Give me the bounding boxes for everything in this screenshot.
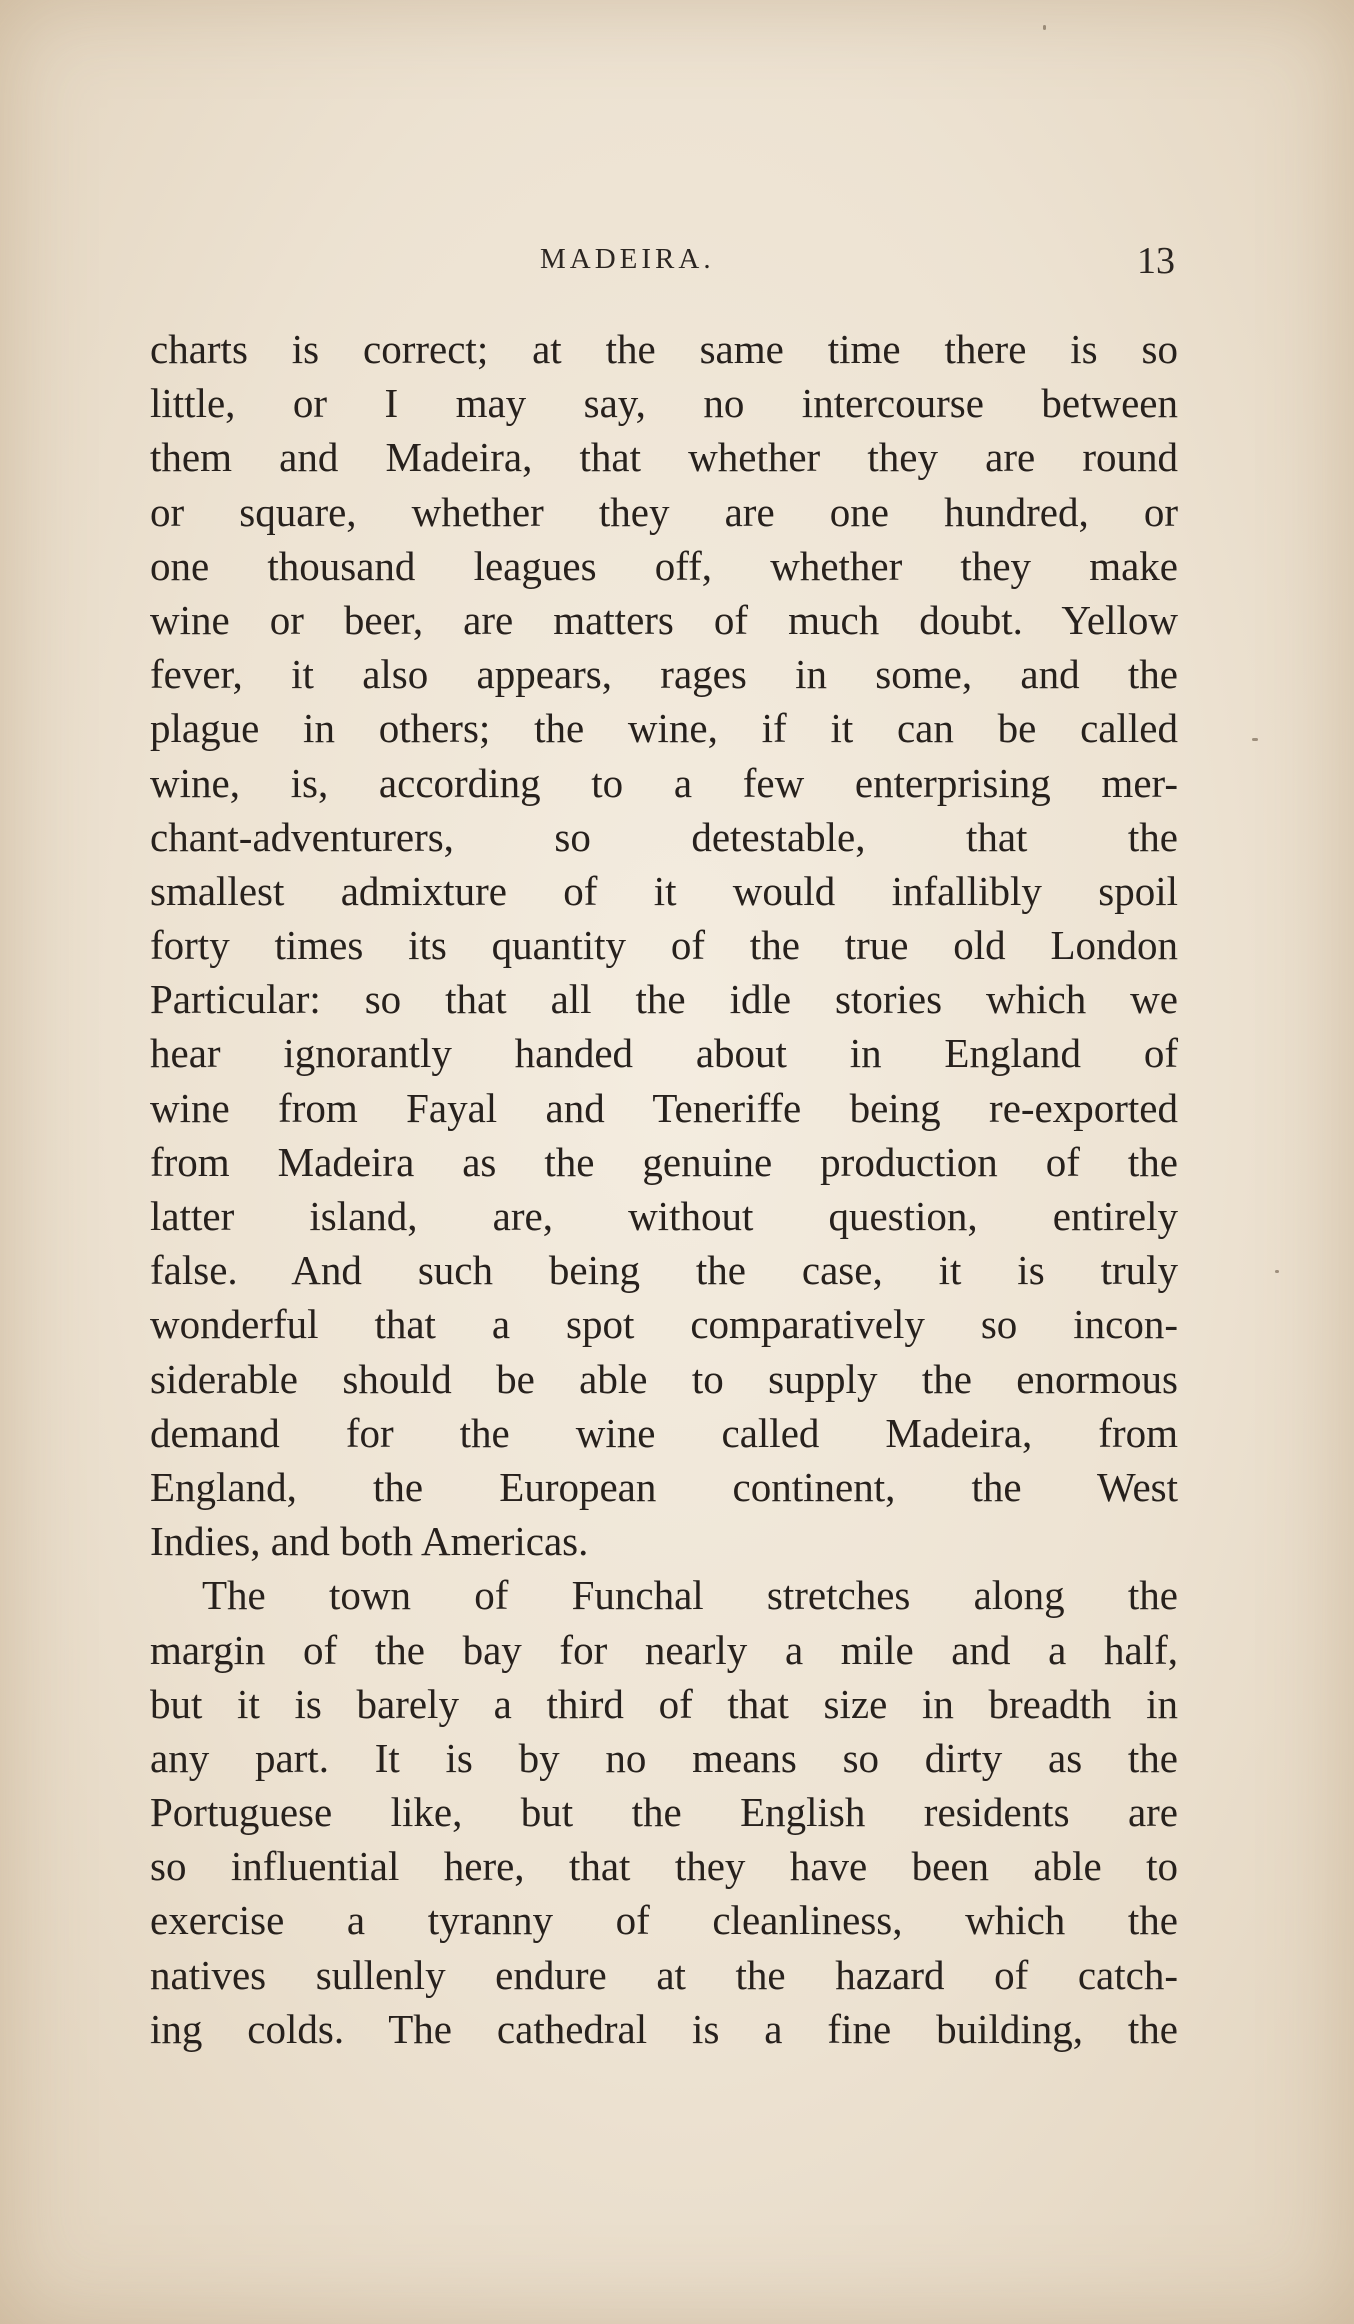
text-line: from Madeira as the genuine production of the: [150, 1138, 1178, 1185]
text-line: but it is barely a third of that size in breadth in: [150, 1680, 1178, 1727]
text-line: fever, it also appears, rages in some, and the: [150, 651, 1178, 698]
text-line: England, the European continent, the West: [150, 1463, 1178, 1510]
paper-speck: [1275, 1270, 1279, 1273]
text-line: forty times its quantity of the true old London: [150, 922, 1178, 969]
text-line: margin of the bay for nearly a mile and a half,: [150, 1626, 1178, 1673]
text-line: plague in others; the wine, if it can be called: [150, 705, 1178, 752]
text-line: smallest admixture of it would infallibly spoil: [150, 867, 1178, 914]
text-line: them and Madeira, that whether they are round: [150, 434, 1178, 481]
text-line: exercise a tyranny of cleanliness, which the: [150, 1897, 1178, 1944]
paper-speck: [1252, 738, 1258, 741]
text-line: false. And such being the case, it is truly: [150, 1247, 1178, 1294]
text-line: Indies, and both Americas.: [150, 1518, 589, 1565]
text-line: hear ignorantly handed about in England of: [150, 1030, 1178, 1077]
text-line: one thousand leagues off, whether they make: [150, 542, 1178, 589]
text-line: The town of Funchal stretches along the: [202, 1572, 1178, 1619]
text-line: natives sullenly endure at the hazard of catch-: [150, 1951, 1178, 1998]
text-line: Portuguese like, but the English residents are: [150, 1789, 1178, 1836]
text-line: or square, whether they are one hundred, or: [150, 488, 1178, 535]
text-line: ing colds. The cathedral is a fine building, the: [150, 2005, 1178, 2052]
text-line: Particular: so that all the idle stories which we: [150, 976, 1178, 1023]
text-line: charts is correct; at the same time there is so: [150, 326, 1178, 372]
running-head: [150, 240, 1175, 283]
page-number: 13: [1137, 240, 1175, 282]
text-line: little, or I may say, no intercourse between: [150, 380, 1178, 427]
text-line: any part. It is by no means so dirty as the: [150, 1734, 1178, 1781]
paper-speck: [1043, 25, 1046, 30]
running-title: MADEIRA.: [540, 243, 715, 275]
text-line: wine or beer, are matters of much doubt. Yellow: [150, 596, 1178, 643]
text-line: chant-adventurers, so detestable, that the: [150, 813, 1178, 860]
text-line: siderable should be able to supply the enormous: [150, 1355, 1178, 1402]
text-line: wine from Fayal and Teneriffe being re-exported: [150, 1084, 1178, 1131]
text-line: demand for the wine called Madeira, from: [150, 1409, 1178, 1456]
text-line: wine, is, according to a few enterprising mer-: [150, 759, 1178, 806]
text-line: so influential here, that they have been able to: [150, 1843, 1178, 1890]
body-text: [150, 322, 1178, 2056]
text-line: wonderful that a spot comparatively so incon-: [150, 1301, 1178, 1348]
text-line: latter island, are, without question, entirely: [150, 1193, 1178, 1239]
